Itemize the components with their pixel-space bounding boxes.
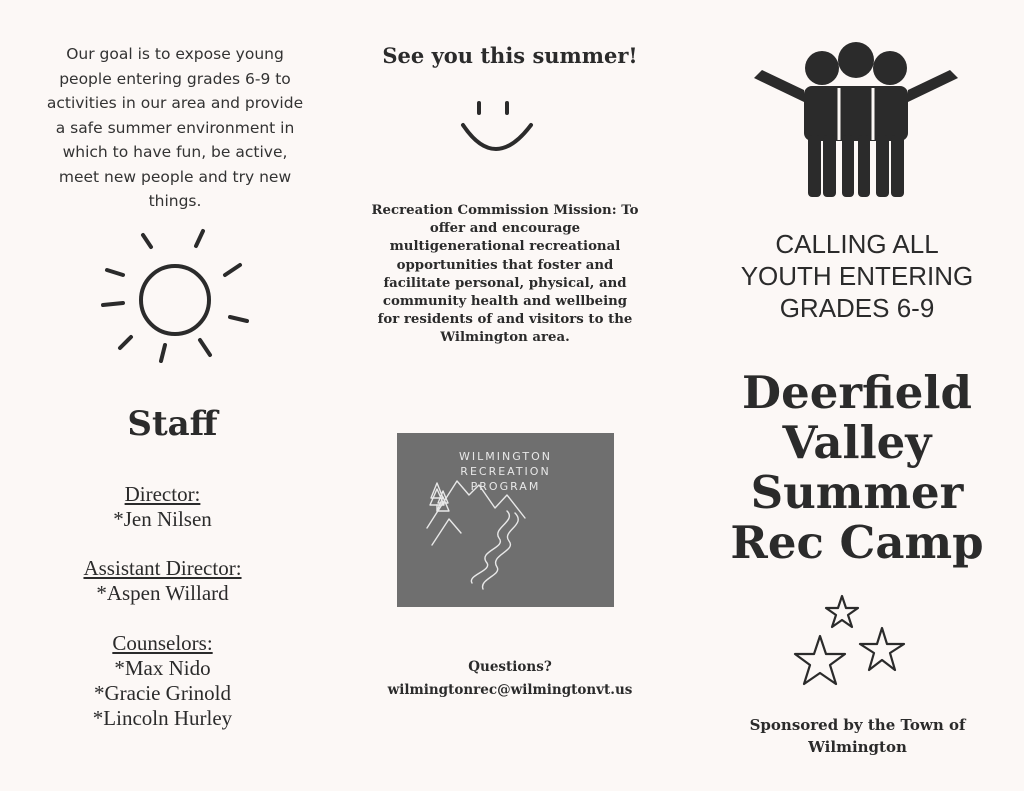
director-name: *Jen Nilsen (113, 507, 212, 531)
director-role: Director: (124, 482, 201, 506)
logo-line: WILMINGTON (459, 450, 552, 463)
assistant-name: *Aspen Willard (96, 581, 229, 605)
left-panel (0, 0, 345, 791)
counselors-role: Counselors: (112, 631, 213, 655)
calling-line: GRADES 6-9 (779, 293, 935, 323)
see-you-heading: See you this summer! (382, 43, 638, 68)
camp-title-line: Summer (750, 466, 964, 519)
stars-icon (790, 592, 915, 697)
right-panel (690, 0, 1024, 791)
middle-panel (345, 0, 675, 791)
staff-heading: Staff (127, 404, 218, 444)
questions-block (345, 656, 675, 702)
questions-label: Questions? (468, 659, 552, 675)
sponsor-text: Sponsored by the Town of Wilmington (749, 716, 966, 756)
camp-title-line: Rec Camp (730, 516, 984, 569)
assistant-role: Assistant Director: (83, 556, 242, 580)
smiley-face-icon (457, 95, 539, 165)
counselor-name: *Lincoln Hurley (92, 706, 233, 730)
counselors-block (0, 631, 325, 731)
camp-title (690, 368, 1024, 568)
mountain-logo-icon (397, 433, 614, 607)
calling-line: YOUTH ENTERING (740, 261, 974, 291)
logo-line: RECREATION (460, 465, 551, 478)
sun-icon (95, 225, 255, 370)
camp-title-line: Deerfield (742, 366, 972, 419)
calling-line: CALLING ALL (775, 229, 939, 259)
counselor-name: *Max Nido (114, 656, 211, 680)
counselor-name: *Gracie Grinold (93, 681, 232, 705)
contact-email[interactable]: wilmingtonrec@wilmingtonvt.us (387, 682, 633, 698)
assistant-block (0, 556, 325, 606)
calling-all-youth (690, 228, 1024, 324)
director-block (0, 482, 325, 532)
goal-text: Our goal is to expose young people entering grades 6-9 to activities in our area and provide a safe summer environment in which to have fun, be active, meet new people and try new things. (46, 45, 304, 210)
camp-title-line: Valley (782, 416, 932, 469)
wilmington-recreation-logo (397, 433, 614, 607)
logo-line: PROGRAM (470, 480, 541, 493)
group-of-people-icon (752, 40, 960, 200)
mission-statement: Recreation Commission Mission: To offer and encourage multigenerational recreational opportunities that foster and facilitate personal, physical, and community health and wellbeing for residents of and visitors to the Wilmington area. (371, 203, 639, 346)
